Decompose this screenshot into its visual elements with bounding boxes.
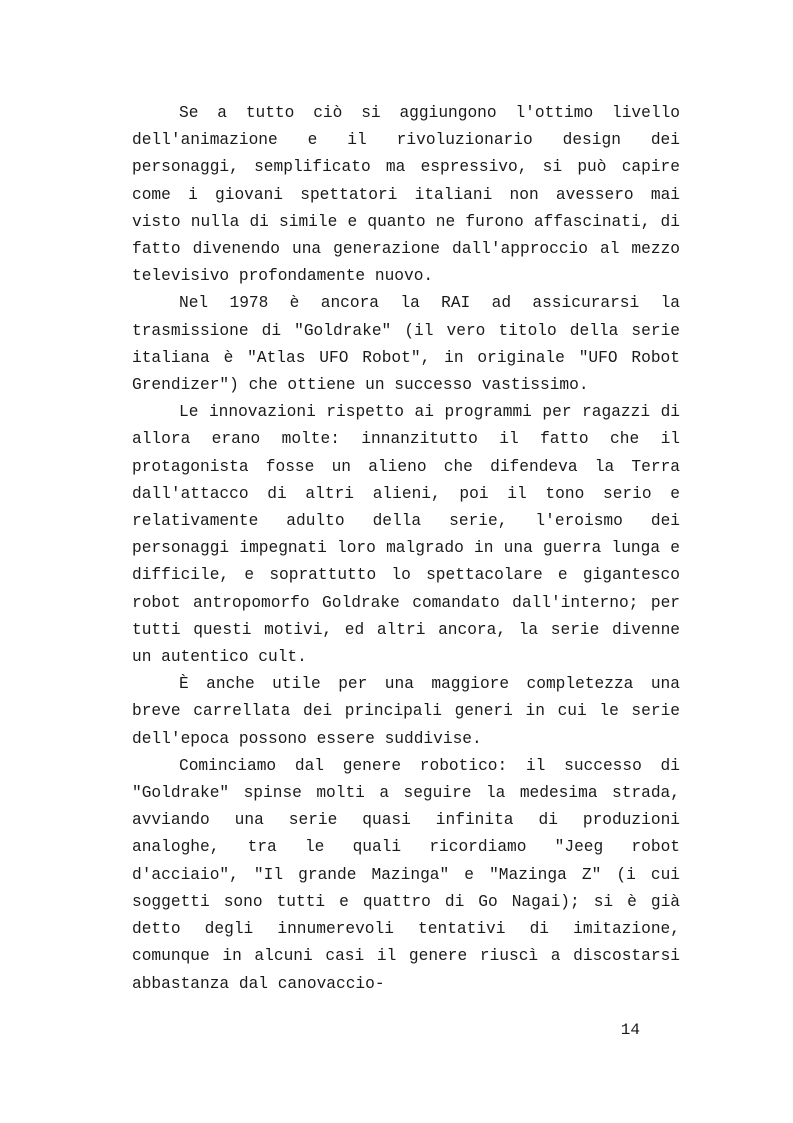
paragraph-2: Nel 1978 è ancora la RAI ad assicurarsi la trasmissione di "Goldrake" (il vero titolo della serie italiana è "Atlas UFO Robot", in originale "UFO Robot Grendizer") che ottiene un successo vastissimo. — [132, 294, 680, 395]
paragraph-3: Le innovazioni rispetto ai programmi per ragazzi di allora erano molte: innanzitutto il fatto che il protagonista fosse un alieno che difendeva la Terra dall'attacco di altri alieni, poi il tono serio e relativamente adulto della serie, l'eroismo dei personaggi impegnati loro malgrado in una guerra lunga e difficile, e soprattutto lo spettacolare e gigantesco robot antropomorfo Goldrake comandato dall'interno; per tutti questi motivi, ed altri ancora, la serie divenne un autentico cult. — [132, 403, 680, 667]
body-text — [132, 100, 680, 998]
paragraph-4: È anche utile per una maggiore completezza una breve carrellata dei principali generi in cui le serie dell'epoca possono essere suddivise. — [132, 675, 680, 748]
paragraph-5: Cominciamo dal genere robotico: il successo di "Goldrake" spinse molti a seguire la medesima strada, avviando una serie quasi infinita di produzioni analoghe, tra le quali ricordiamo "Jeeg robot d'acciaio", "Il grande Mazinga" e "Mazinga Z" (i cui soggetti sono tutti e quattro di Go Nagai); si è già detto degli innumerevoli tentativi di imitazione, comunque in alcuni casi il genere riuscì a discostarsi abbastanza dal canovaccio- — [132, 756, 680, 993]
paragraph-1: Se a tutto ciò si aggiungono l'ottimo livello dell'animazione e il rivoluzionario design dei personaggi, semplificato ma espressivo, si può capire come i giovani spettatori italiani non avessero mai visto nulla di simile e quanto ne furono affascinati, di fatto divenendo una generazione dall'approccio al mezzo televisivo profondamente nuovo. — [132, 104, 680, 286]
page-number: 14 — [620, 1021, 640, 1039]
